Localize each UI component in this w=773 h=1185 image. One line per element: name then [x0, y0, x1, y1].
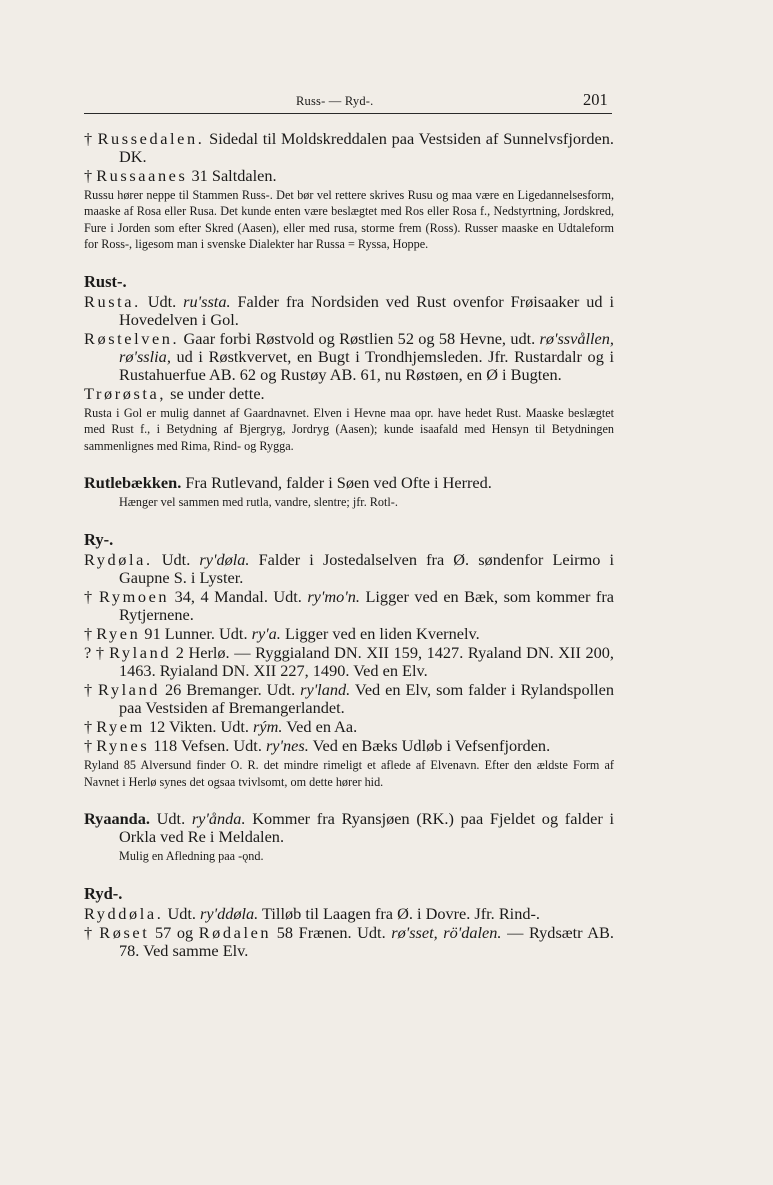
- entry-prefix: 58 Frænen. Udt.: [276, 923, 386, 943]
- pronunciation: ry'nes.: [265, 736, 309, 756]
- note-rutlebaekken: Hænger vel sammen med rutla, vandre, slentre; jfr. Rotl-.: [119, 495, 398, 510]
- dagger-mark: †: [84, 587, 94, 607]
- entry-text: Fra Rutlevand, falder i Søen ved Ofte i Herred.: [185, 473, 492, 493]
- page-content: [84, 130, 614, 961]
- entry-name: Ryem: [96, 717, 145, 737]
- entry-text: ud i Røstkvervet, en Bugt i Trondhjemsleden. Jfr. Rustardalr og i Rustahuerfue AB. 62 og Rustøy AB. 61, nu Røstøen, en Ø i Bugten.: [119, 347, 614, 385]
- entry-text: Ved en Elv, som falder i Rylandspollen paa Vestsiden af Bremangerlandet.: [119, 680, 614, 718]
- entry-ryaanda: [84, 810, 614, 846]
- dagger-mark: ? †: [84, 643, 105, 663]
- entry-name: Rynes: [96, 736, 150, 756]
- note-rust: Rusta i Gol er mulig dannet af Gaardnavnet. Elven i Hevne maa opr. have hedet Rust. Maaske beslægtet med Rust f., i Betydning af Bjergryg, Jordryg (Aasen); kunde isaafald med Hensyn til Betydningen sammenlignes med Rima, Rind- og Rygga.: [84, 406, 614, 453]
- entry-ryen: [84, 625, 614, 643]
- entry-text: se under dette.: [170, 384, 265, 404]
- entry-ryland-bremanger: [84, 681, 614, 717]
- entry-name-2: Rødalen: [198, 923, 272, 943]
- entry-text: Tilløb til Laagen fra Ø. i Dovre. Jfr. Rind-.: [262, 904, 540, 924]
- dagger-mark: †: [84, 680, 94, 700]
- entry-prefix: 118 Vefsen. Udt.: [153, 736, 262, 756]
- entry-name: Russedalen.: [97, 129, 205, 148]
- dagger-mark: †: [84, 166, 93, 185]
- entry-rymoen: [84, 588, 614, 624]
- entry-name: Ryland: [98, 680, 160, 700]
- entry-name: Ryddøla.: [84, 904, 164, 924]
- entry-text: Ligger ved en liden Kvernelv.: [284, 624, 480, 644]
- entry-name: Rymoen: [99, 587, 170, 607]
- entry-rynes: [84, 737, 614, 755]
- note-russ: Russu hører neppe til Stammen Russ-. Det bør vel rettere skrives Rusu og maa være en Ligedannelsesform, maaske af Rosa eller Rusa. Det kunde enten være beslægtet med Ros eller Rosa f., Nedstyrtning, Jordskred, Fure i Jorden som efter Skred (Aasen), eller med rusa, storme frem (Ross). Russer maaske en Udtaleform for Ross-, ligesom man i svenske Dialekter har Russa = Ryssa, Hoppe.: [84, 188, 614, 251]
- pronunciation: rým.: [253, 717, 283, 737]
- entry-mid: 57 og: [154, 923, 194, 943]
- entry-text: — Rydsætr AB. 78. Ved samme Elv.: [119, 923, 614, 961]
- entry-prefix: 26 Bremanger. Udt.: [164, 680, 296, 700]
- entry-ryddola: [84, 905, 614, 923]
- entry-name: Russaanes: [96, 166, 188, 185]
- entry-russaanes: [84, 167, 614, 185]
- pronunciation: ry'a.: [251, 624, 281, 644]
- dagger-mark: †: [84, 923, 94, 943]
- dagger-mark: †: [84, 717, 93, 737]
- entry-text: Falder i Jostedalselven fra Ø. søndenfor Leirmo i Gaupne S. i Lyster.: [119, 550, 615, 588]
- entry-text: Kommer fra Ryansjøen (RK.) paa Fjeldet og falder i Orkla ved Re i Meldalen.: [119, 808, 614, 846]
- entry-ryland-herlo: [84, 644, 614, 680]
- entry-rydola: [84, 551, 614, 587]
- heading-ry: Ry-.: [84, 530, 114, 550]
- entry-name: Ryland: [109, 643, 172, 663]
- entry-prefix: Udt.: [156, 808, 186, 828]
- entry-prefix: Udt.: [147, 292, 177, 312]
- pronunciation: rø'ssvållen, rø'sslia,: [119, 329, 614, 367]
- entry-russedalen: [84, 130, 614, 166]
- pronunciation: ry'land.: [300, 680, 351, 700]
- heading-rust: Rust-.: [84, 272, 127, 292]
- entry-name: Rusta.: [84, 292, 141, 312]
- heading-rutlebaekken: Rutlebækken.: [84, 473, 182, 493]
- pronunciation: rø'sset, rö'dalen.: [391, 923, 502, 943]
- heading-ryaanda: Ryaanda.: [84, 808, 150, 828]
- entry-rutlebaekken: [84, 474, 614, 492]
- dagger-mark: †: [84, 129, 93, 148]
- entry-roset: [84, 924, 614, 960]
- entry-text: Falder fra Nordsiden ved Rust ovenfor Frøisaaker ud i Hovedelven i Gol.: [119, 292, 615, 330]
- entry-text: 31 Saltdalen.: [191, 166, 277, 185]
- entry-prefix: 91 Lunner. Udt.: [144, 624, 248, 644]
- entry-prefix: Udt.: [167, 904, 196, 924]
- entry-name: Rydøla.: [84, 550, 153, 570]
- pronunciation: ry'ddøla.: [200, 904, 259, 924]
- entry-name: Røstelven.: [84, 329, 180, 349]
- heading-ryd: Ryd-.: [84, 884, 123, 904]
- note-ry: Ryland 85 Alversund finder O. R. det mindre rimeligt et aflede af Elvenavn. Efter den ældste Form af Navnet i Herlø synes det ogsaa tvivlsomt, om dette hører hid.: [84, 758, 614, 789]
- entry-ryem: [84, 718, 614, 736]
- entry-text: Ved en Aa.: [286, 717, 358, 737]
- entry-prefix: 34, 4 Mandal. Udt.: [174, 587, 302, 607]
- entry-rusta: [84, 293, 614, 329]
- entry-trorosta: [84, 385, 614, 403]
- entry-name: Ryen: [96, 624, 141, 644]
- entry-text: 2 Herlø. — Ryggialand DN. XII 159, 1427. Ryaland DN. XII 200, 1463. Ryialand DN. XII 227, 1490. Ved en Elv.: [119, 643, 614, 681]
- entry-name: Røset: [99, 923, 150, 943]
- pronunciation: ry'døla.: [199, 550, 250, 570]
- note-ryaanda: Mulig en Afledning paa -ǫnd.: [119, 848, 264, 863]
- entry-name: Trørøsta,: [84, 384, 167, 404]
- entry-rostelven: [84, 330, 614, 384]
- header-rule: [84, 113, 612, 114]
- pronunciation: ry'mo'n.: [307, 587, 360, 607]
- pronunciation: ru'ssta.: [183, 292, 231, 312]
- entry-text: Ligger ved en Bæk, som kommer fra Rytjernene.: [119, 587, 614, 625]
- entry-prefix: Gaar forbi Røstvold og Røstlien 52 og 58 Hevne, udt.: [183, 329, 536, 349]
- entry-text: Ved en Bæks Udløb i Vefsenfjorden.: [312, 736, 551, 756]
- entry-text: Sidedal til Moldskreddalen paa Vestsiden af Sunnelvsfjorden. DK.: [119, 129, 614, 166]
- dagger-mark: †: [84, 624, 93, 644]
- entry-prefix: 12 Vikten. Udt.: [148, 717, 249, 737]
- page-number: 201: [583, 90, 608, 109]
- dagger-mark: †: [84, 736, 93, 756]
- running-title: Russ- — Ryd-.: [296, 94, 374, 108]
- entry-prefix: Udt.: [161, 550, 191, 570]
- pronunciation: ry'ånda.: [191, 808, 246, 828]
